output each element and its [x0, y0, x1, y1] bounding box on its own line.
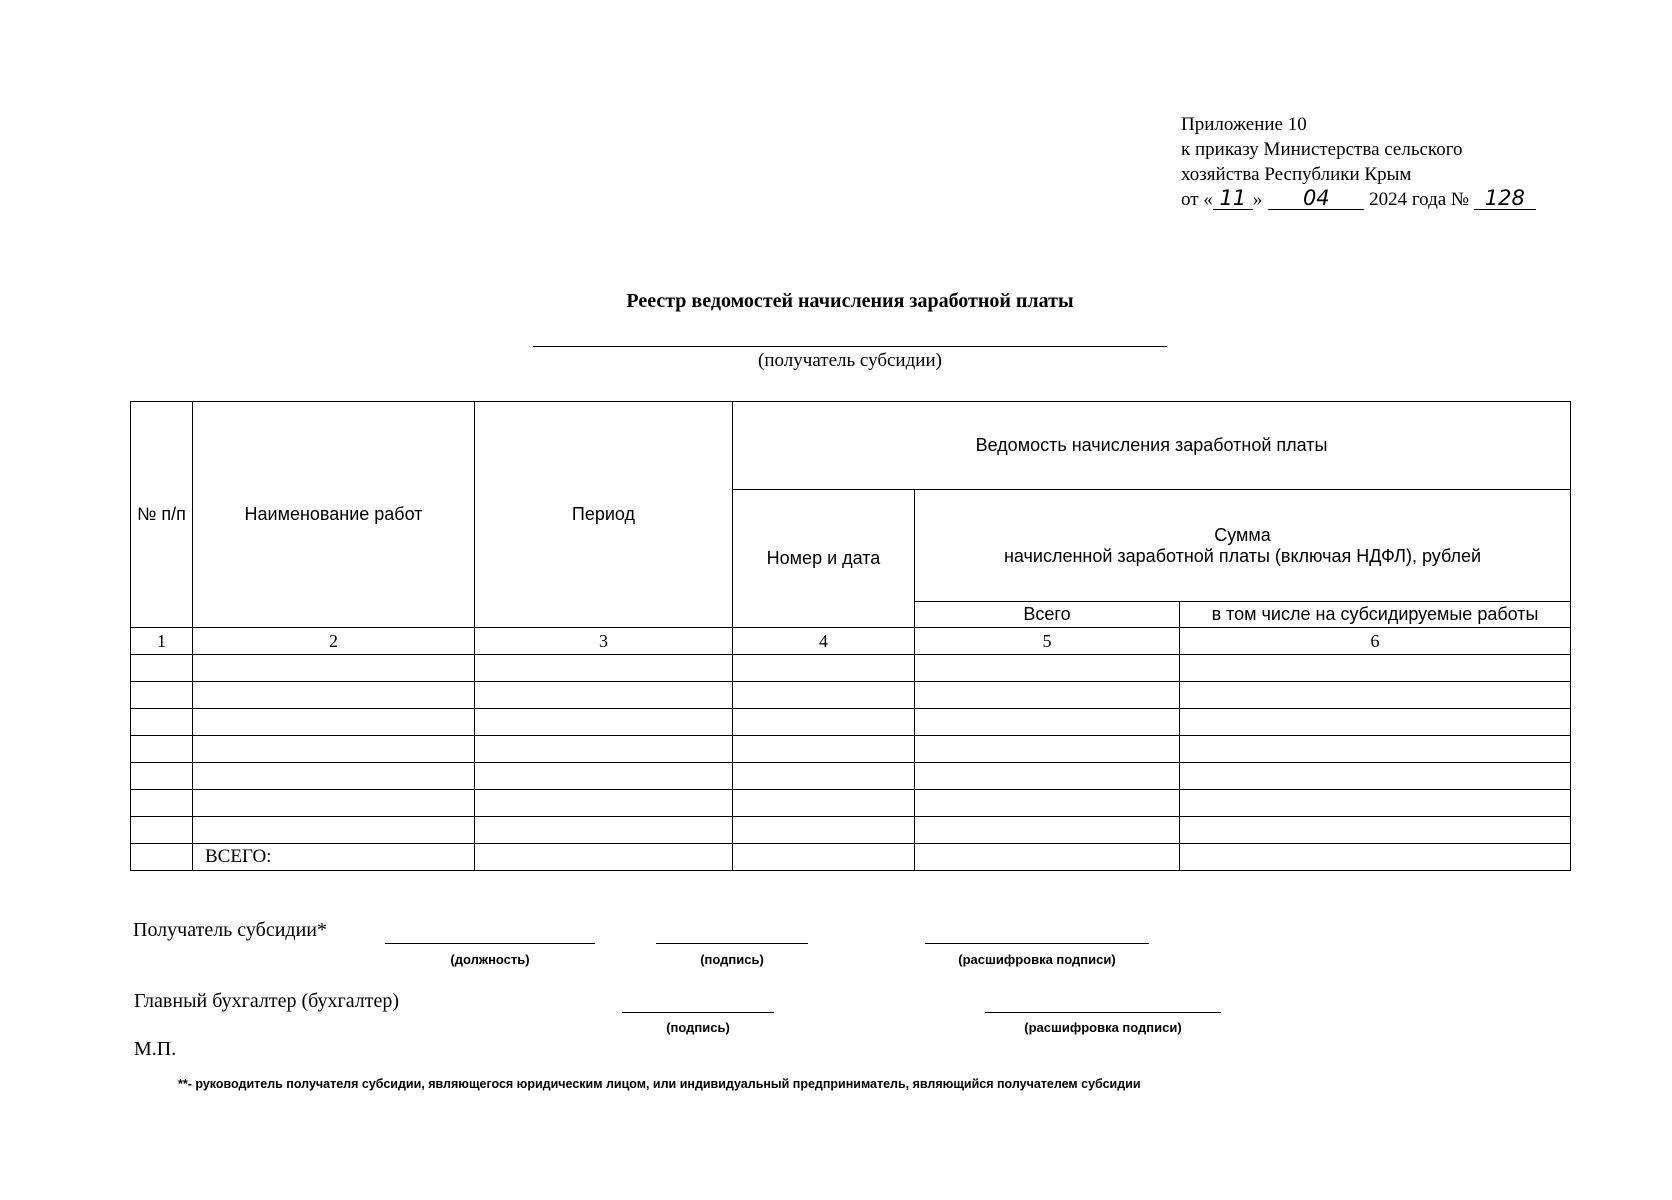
table-cell [733, 682, 915, 709]
recipient-signature-label: Получатель субсидии* [133, 919, 327, 941]
table-cell [915, 844, 1180, 871]
order-number: 128 [1474, 187, 1536, 210]
order-month: 04 [1268, 187, 1364, 210]
header-period: Период [475, 402, 733, 628]
total-row [131, 844, 1571, 871]
table-cell [193, 763, 475, 790]
stamp-place: М.П. [134, 1038, 177, 1060]
table-cell [733, 844, 915, 871]
header-payroll-statement: Ведомость начисления заработной платы [733, 402, 1571, 490]
table-cell [131, 817, 193, 844]
table-cell [475, 736, 733, 763]
header-sum-subtitle: начисленной заработной платы (включая НДФЛ), рублей [1003, 545, 1482, 566]
caption-position: (должность) [450, 952, 530, 967]
table-cell [193, 817, 475, 844]
column-number: 1 [131, 628, 193, 655]
table-cell [131, 682, 193, 709]
appendix-date-line [1181, 187, 1536, 212]
column-number: 2 [193, 628, 475, 655]
table-row [131, 817, 1571, 844]
table-cell [1180, 655, 1571, 682]
table-cell [131, 763, 193, 790]
header-work-name: Наименование работ [193, 402, 475, 628]
caption-signature: (подпись) [666, 1020, 730, 1035]
table-cell [193, 790, 475, 817]
footnote: **- руководитель получателя субсидии, являющегося юридическим лицом, или индивидуальный предприниматель, являющийся получателем субсидии [178, 1077, 1141, 1091]
table-cell [1180, 763, 1571, 790]
table-cell [475, 844, 733, 871]
table-cell [1180, 682, 1571, 709]
table-row [131, 736, 1571, 763]
caption-decoding: (расшифровка подписи) [1024, 1020, 1182, 1035]
table-cell [193, 682, 475, 709]
table-cell [131, 844, 193, 871]
table-cell [193, 709, 475, 736]
column-number: 3 [475, 628, 733, 655]
header-subsidized: в том числе на субсидируемые работы [1180, 602, 1571, 628]
recipient-caption: (получатель субсидии) [758, 350, 942, 371]
table-cell [733, 817, 915, 844]
table-cell [193, 736, 475, 763]
header-number: № п/п [131, 402, 193, 628]
table-cell [915, 817, 1180, 844]
table-cell [193, 655, 475, 682]
table-cell [915, 682, 1180, 709]
table-cell [131, 736, 193, 763]
total-label: ВСЕГО: [193, 844, 475, 871]
header-total: Всего [915, 602, 1180, 628]
table-cell [733, 763, 915, 790]
table-row [131, 763, 1571, 790]
table-row [131, 682, 1571, 709]
table-row [131, 655, 1571, 682]
table-cell [733, 709, 915, 736]
table-cell [733, 736, 915, 763]
table-cell [475, 682, 733, 709]
caption-signature: (подпись) [700, 952, 764, 967]
table-cell [915, 763, 1180, 790]
table-cell [1180, 817, 1571, 844]
recipient-signature-line [656, 943, 808, 944]
column-number: 6 [1180, 628, 1571, 655]
header-sum-title: Сумма [1214, 524, 1271, 545]
table-cell [1180, 844, 1571, 871]
appendix-block [1181, 112, 1536, 212]
document-title: Реестр ведомостей начисления заработной платы [626, 290, 1074, 312]
recipient-decoding-line [925, 943, 1149, 944]
table-cell [915, 736, 1180, 763]
date-quote-close: » [1252, 189, 1263, 210]
table-cell [1180, 709, 1571, 736]
table-cell [475, 763, 733, 790]
accountant-signature-label: Главный бухгалтер (бухгалтер) [134, 990, 400, 1012]
table-cell [1180, 736, 1571, 763]
table-cell [915, 709, 1180, 736]
table-cell [475, 790, 733, 817]
register-table [130, 401, 1571, 871]
table-cell [915, 655, 1180, 682]
caption-decoding: (расшифровка подписи) [958, 952, 1116, 967]
table-cell [1180, 790, 1571, 817]
header-sum-group [915, 490, 1571, 602]
column-number: 4 [733, 628, 915, 655]
recipient-fill-line [533, 346, 1167, 347]
order-day: 11 [1213, 187, 1253, 210]
table-cell [733, 790, 915, 817]
table-cell [131, 709, 193, 736]
table-cell [733, 655, 915, 682]
recipient-position-line [385, 943, 595, 944]
accountant-decoding-line [985, 1012, 1221, 1013]
table-row [131, 709, 1571, 736]
column-number: 5 [915, 628, 1180, 655]
header-number-date: Номер и дата [733, 490, 915, 628]
column-number-row [131, 628, 1571, 655]
table-cell [915, 790, 1180, 817]
appendix-ministry: хозяйства Республики Крым [1181, 164, 1412, 185]
accountant-signature-line [622, 1012, 774, 1013]
table-cell [475, 655, 733, 682]
table-row [131, 790, 1571, 817]
table-cell [131, 655, 193, 682]
appendix-title: Приложение 10 [1181, 114, 1307, 135]
order-year-text: 2024 года № [1369, 189, 1470, 210]
table-cell [131, 790, 193, 817]
appendix-order-ref: к приказу Министерства сельского [1181, 139, 1463, 160]
table-cell [475, 817, 733, 844]
date-prefix: от « [1181, 189, 1213, 210]
table-cell [475, 709, 733, 736]
